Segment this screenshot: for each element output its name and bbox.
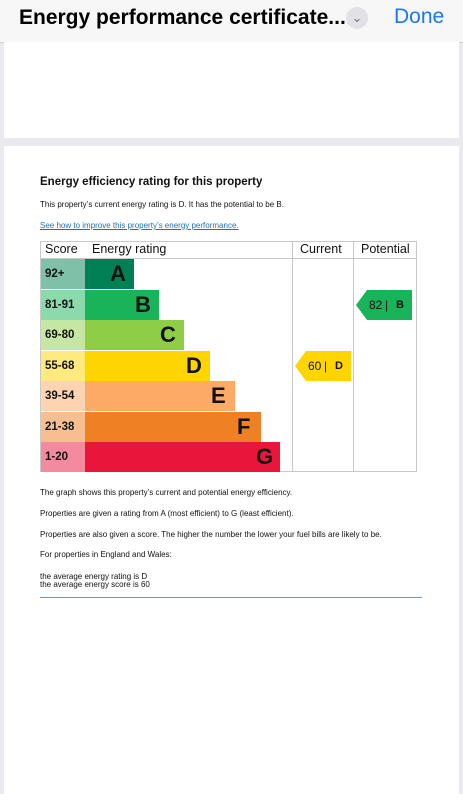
arrow-letter: D	[335, 359, 343, 372]
band-score-range: 92+	[41, 259, 85, 289]
arrow-score: 60	[308, 358, 322, 373]
band-letter: E	[211, 383, 226, 408]
rating-band-g	[41, 442, 291, 472]
improve-link[interactable]: See how to improve this property’s energy performance.	[40, 221, 239, 230]
rating-band-b	[41, 290, 291, 320]
band-letter: F	[237, 413, 251, 439]
potential-rating-arrow	[356, 290, 412, 320]
band-letter: A	[110, 261, 126, 286]
band-letter: D	[186, 352, 202, 378]
top-bar	[0, 0, 463, 43]
band-letter: B	[135, 291, 151, 317]
band-score-range: 1-20	[41, 442, 85, 472]
chevron-down-icon[interactable]: ⌄	[346, 7, 368, 29]
document-title: Energy performance certificate...	[19, 6, 346, 29]
rating-band-d	[41, 351, 291, 381]
rating-column-header: Energy rating	[92, 242, 167, 256]
column-divider	[353, 242, 354, 471]
band-bar	[85, 442, 280, 472]
potential-column-header: Potential	[361, 242, 410, 256]
current-column-header: Current	[300, 242, 342, 256]
column-divider	[292, 242, 293, 471]
rating-intro: This property’s current energy rating is D. It has the potential to be B.	[40, 200, 284, 209]
rating-band-c	[41, 320, 291, 350]
rating-explanation: Properties are given a rating from A (most efficient) to G (least efficient).	[40, 509, 294, 518]
average-rating: the average energy rating is D	[40, 572, 148, 581]
graph-explanation: The graph shows this property’s current and potential energy efficiency.	[40, 488, 293, 497]
arrow-letter: B	[396, 298, 404, 311]
section-heading: Energy efficiency rating for this property	[40, 176, 263, 188]
band-score-range: 55-68	[41, 351, 85, 381]
rating-band-f	[41, 412, 291, 442]
done-button[interactable]: Done	[394, 5, 445, 28]
band-letter: C	[160, 322, 176, 347]
previous-page	[4, 42, 459, 138]
average-score: the average energy score is 60	[40, 580, 150, 589]
band-score-range: 81-91	[41, 290, 85, 320]
current-rating-arrow	[295, 351, 351, 381]
rating-band-e	[41, 381, 291, 411]
band-letter: G	[256, 444, 274, 469]
region-note: For properties in England and Wales:	[40, 550, 172, 559]
arrow-separator: |	[385, 297, 389, 312]
arrow-separator: |	[324, 358, 328, 373]
energy-rating-chart	[40, 241, 417, 472]
band-score-range: 69-80	[41, 320, 85, 350]
score-explanation: Properties are also given a score. The higher the number the lower your fuel bills are likely to be.	[40, 530, 382, 539]
band-score-range: 21-38	[41, 412, 85, 442]
band-score-range: 39-54	[41, 381, 85, 411]
arrow-score: 82	[369, 297, 383, 312]
band-bar	[85, 412, 261, 442]
divider-line	[40, 597, 422, 598]
score-column-header: Score	[45, 242, 78, 256]
rating-band-a	[41, 259, 291, 289]
next-page-edge	[0, 794, 463, 800]
